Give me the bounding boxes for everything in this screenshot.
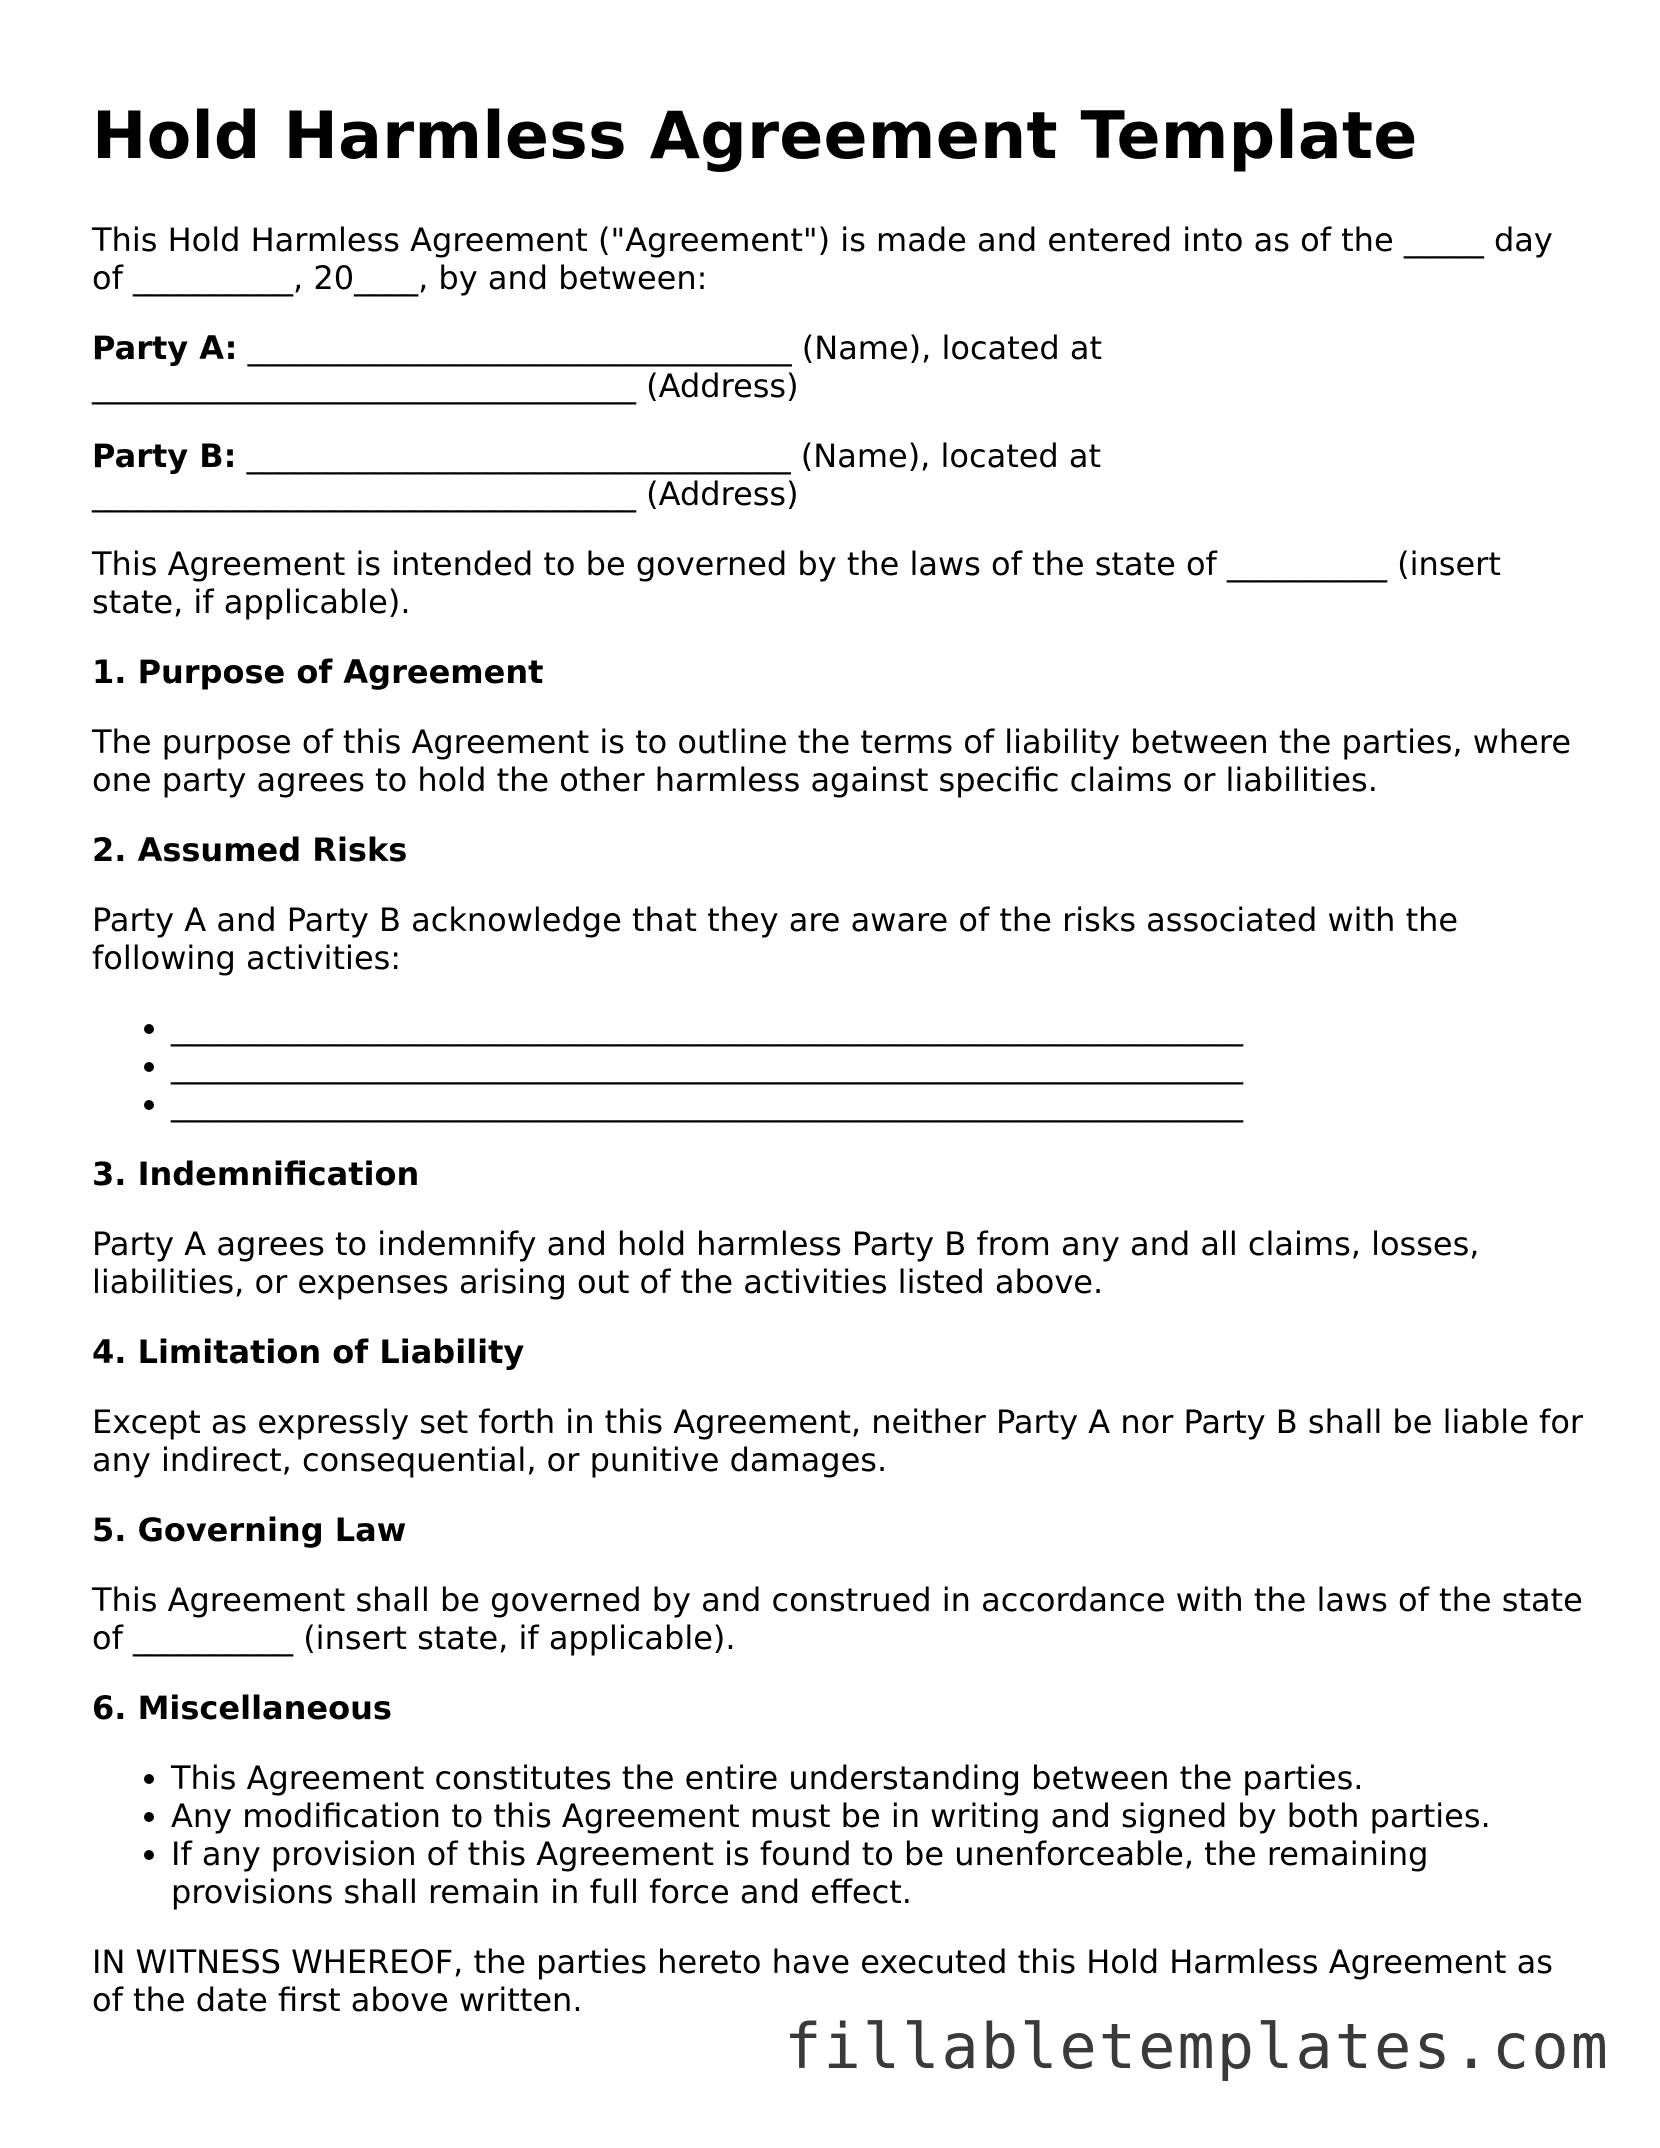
list-item: • ___________________________________________________________________ xyxy=(171,1009,1592,1047)
section-body-risks: Party A and Party B acknowledge that they are aware of the risks associated with the following activities: xyxy=(92,900,1459,977)
risk-activity-list xyxy=(92,1009,1592,1123)
intro-paragraph: This Hold Harmless Agreement ("Agreement") is made and entered into as of the _____ day of __________, 20____, by and between: xyxy=(92,220,1553,297)
miscellaneous-list xyxy=(92,1759,1592,1911)
party-a-text: __________________________________ (Name), located at __________________________________ (Address) xyxy=(92,328,1103,405)
section-body-governing-law: This Agreement shall be governed by and construed in accordance with the laws of the state of __________ (insert state, if applicable). xyxy=(92,1580,1583,1657)
section-body-limitation: Except as expressly set forth in this Agreement, neither Party A nor Party B shall be liable for any indirect, consequential, or punitive damages. xyxy=(92,1402,1584,1479)
list-item: • This Agreement constitutes the entire understanding between the parties. xyxy=(171,1759,1592,1797)
party-b-label: Party B: xyxy=(92,436,237,475)
party-b-line xyxy=(92,437,1592,513)
section-heading-limitation: 4. Limitation of Liability xyxy=(92,1332,525,1371)
section-heading-governing-law: 5. Governing Law xyxy=(92,1510,407,1549)
section-heading-indemnification: 3. Indemnification xyxy=(92,1154,420,1193)
section-heading-purpose: 1. Purpose of Agreement xyxy=(92,652,544,691)
watermark: fillabletemplates.com xyxy=(784,2010,1610,2083)
section-body-indemnification: Party A agrees to indemnify and hold harmless Party B from any and all claims, losses, liabilities, or expenses arising out of the activities listed above. xyxy=(92,1224,1480,1301)
governing-intro: This Agreement is intended to be governed by the laws of the state of __________ (insert state, if applicable). xyxy=(92,544,1501,621)
list-item: • ___________________________________________________________________ xyxy=(171,1047,1592,1085)
section-body-purpose: The purpose of this Agreement is to outline the terms of liability between the parties, where one party agrees to hold the other harmless against specific claims or liabilities. xyxy=(92,722,1571,799)
section-heading-risks: 2. Assumed Risks xyxy=(92,830,408,869)
document-title: Hold Harmless Agreement Template xyxy=(92,99,1418,174)
list-item: • Any modification to this Agreement must be in writing and signed by both parties. xyxy=(171,1797,1592,1835)
section-heading-miscellaneous: 6. Miscellaneous xyxy=(92,1688,392,1727)
document-page xyxy=(92,100,1592,2051)
witness-paragraph: IN WITNESS WHEREOF, the parties hereto have executed this Hold Harmless Agreement as of the date first above written. xyxy=(92,1942,1553,2019)
list-item: • ___________________________________________________________________ xyxy=(171,1085,1592,1123)
party-a-line xyxy=(92,329,1592,405)
party-b-text: __________________________________ (Name), located at __________________________________ (Address) xyxy=(92,436,1102,513)
list-item: • If any provision of this Agreement is found to be unenforceable, the remaining provisions shall remain in full force and effect. xyxy=(171,1835,1592,1911)
party-a-label: Party A: xyxy=(92,328,238,367)
